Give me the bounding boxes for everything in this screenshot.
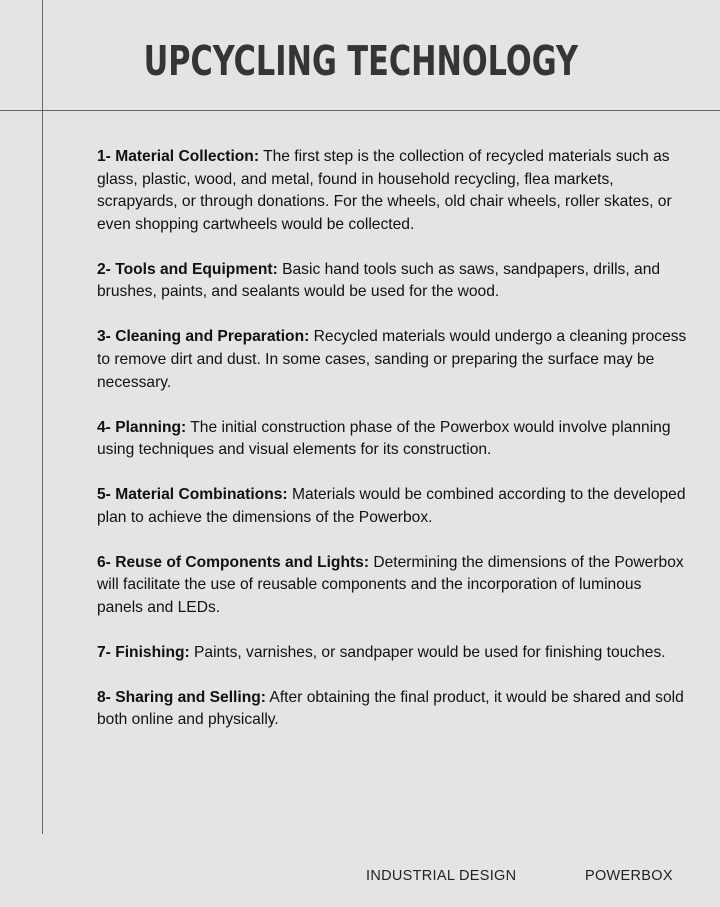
step-text: The initial construction phase of the Powerbox would involve planning using techniques and visual elements for its construction. (97, 418, 671, 459)
step-text: Paints, varnishes, or sandpaper would be used for finishing touches. (189, 643, 666, 661)
step-item-7 (97, 642, 687, 665)
step-label: 4- Planning: (97, 418, 187, 436)
footer-project-label: POWERBOX (585, 868, 673, 884)
step-label: 3- Cleaning and Preparation: (97, 328, 310, 346)
step-item-2 (97, 259, 687, 304)
step-item-5 (97, 484, 687, 529)
step-text: Recycled materials would undergo a cleaning process to remove dirt and dust. In some cases, sanding or preparing the surface may be necessary. (97, 328, 687, 391)
step-label: 1- Material Collection: (97, 148, 260, 165)
step-label: 2- Tools and Equipment: (97, 260, 278, 278)
horizontal-divider-line (0, 110, 720, 111)
step-text: After obtaining the final product, it would be shared and sold both online and physically. (97, 688, 684, 729)
step-text: The first step is the collection of recycled materials such as glass, plastic, wood, and metal, found in household recycling, flea markets, scrapyards, or through donations. For the wheels, old chair wheels, roller skates, or even shopping cartwheels would be collected. (97, 148, 672, 233)
steps-list (97, 146, 687, 754)
vertical-divider-line (42, 0, 43, 834)
step-item-1 (97, 146, 687, 236)
footer-course-label: INDUSTRIAL DESIGN (366, 868, 517, 884)
page-title: UPCYCLING TECHNOLOGY (143, 37, 578, 85)
step-text: Materials would be combined according to the developed plan to achieve the dimensions of the Powerbox. (97, 486, 686, 526)
step-item-3 (97, 326, 687, 394)
step-item-8 (97, 687, 687, 732)
step-label: 5- Material Combinations: (97, 486, 288, 504)
step-label: 8- Sharing and Selling: (97, 688, 266, 706)
step-text: Determining the dimensions of the Powerbox will facilitate the use of reusable components and the incorporation of luminous panels and LEDs. (97, 553, 684, 616)
step-item-4 (97, 417, 687, 462)
step-item-6 (97, 552, 687, 620)
step-text: Basic hand tools such as saws, sandpapers, drills, and brushes, paints, and sealants would be used for the wood. (97, 260, 661, 301)
step-label: 6- Reuse of Components and Lights: (97, 553, 370, 571)
step-label: 7- Finishing: (97, 643, 190, 661)
